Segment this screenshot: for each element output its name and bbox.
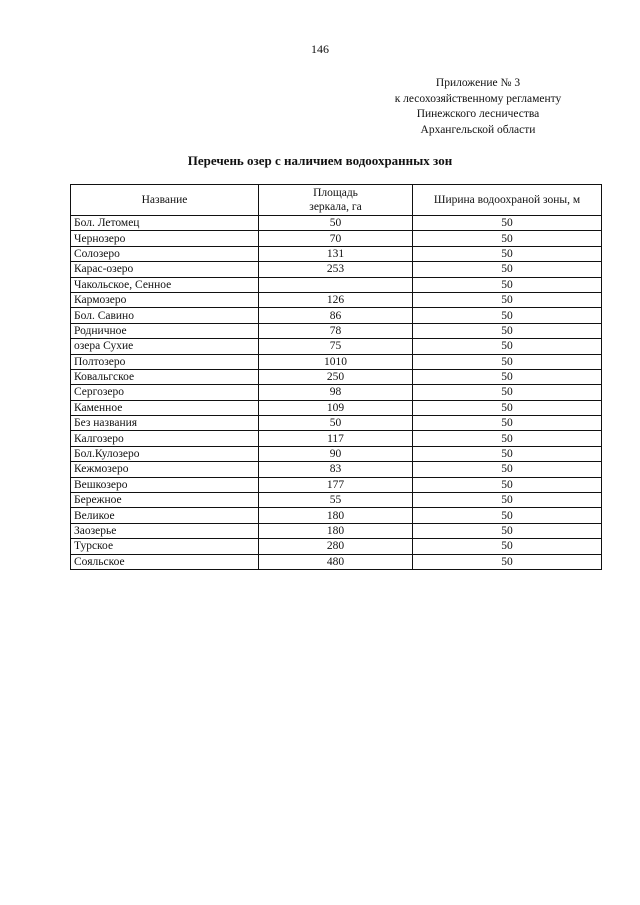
lake-width-cell: 50 — [413, 416, 602, 431]
lake-area-cell: 86 — [259, 308, 413, 323]
lake-width-cell: 50 — [413, 446, 602, 461]
lake-name-cell: Ковальгское — [71, 369, 259, 384]
lake-width-cell: 50 — [413, 431, 602, 446]
lake-name-cell: Полтозеро — [71, 354, 259, 369]
lake-width-cell: 50 — [413, 369, 602, 384]
lake-area-cell: 98 — [259, 385, 413, 400]
table-row — [71, 246, 602, 261]
header-width: Ширина водоохраной зоны, м — [413, 185, 602, 216]
lake-area-cell: 180 — [259, 523, 413, 538]
lake-name-cell: Вешкозеро — [71, 477, 259, 492]
lake-width-cell: 50 — [413, 400, 602, 415]
lake-width-cell: 50 — [413, 554, 602, 569]
lake-area-cell: 180 — [259, 508, 413, 523]
table-row — [71, 462, 602, 477]
lake-area-cell: 78 — [259, 323, 413, 338]
lake-name-cell: Турское — [71, 539, 259, 554]
table-row — [71, 416, 602, 431]
table-row — [71, 400, 602, 415]
table-row — [71, 508, 602, 523]
table-row — [71, 339, 602, 354]
lake-width-cell: 50 — [413, 277, 602, 292]
table-row — [71, 446, 602, 461]
table-row — [71, 277, 602, 292]
table-row — [71, 523, 602, 538]
header-name: Название — [71, 185, 259, 216]
lake-name-cell: Великое — [71, 508, 259, 523]
lake-area-cell: 1010 — [259, 354, 413, 369]
header-area-line: зеркала, га — [309, 201, 362, 213]
lake-width-cell: 50 — [413, 323, 602, 338]
lake-name-cell: Чернозеро — [71, 231, 259, 246]
lake-name-cell: Без названия — [71, 416, 259, 431]
table-row — [71, 554, 602, 569]
table-row — [71, 308, 602, 323]
lake-name-cell: Бол. Савино — [71, 308, 259, 323]
lake-area-cell: 90 — [259, 446, 413, 461]
page-number: 146 — [311, 42, 329, 56]
appendix-line: к лесохозяйственному регламенту — [394, 92, 562, 105]
lake-width-cell: 50 — [413, 493, 602, 508]
lake-area-cell: 280 — [259, 539, 413, 554]
lake-name-cell: Бол.Кулозеро — [71, 446, 259, 461]
lake-width-cell: 50 — [413, 216, 602, 231]
lake-area-cell: 126 — [259, 292, 413, 307]
lake-name-cell: Каменное — [71, 400, 259, 415]
lake-area-cell: 50 — [259, 416, 413, 431]
table-row — [71, 262, 602, 277]
lake-name-cell: Кармозеро — [71, 292, 259, 307]
lake-name-cell: Кежмозеро — [71, 462, 259, 477]
table-row — [71, 231, 602, 246]
lake-name-cell: Бережное — [71, 493, 259, 508]
lake-name-cell: Солозеро — [71, 246, 259, 261]
lake-area-cell: 83 — [259, 462, 413, 477]
lake-width-cell: 50 — [413, 246, 602, 261]
lake-width-cell: 50 — [413, 523, 602, 538]
lake-area-cell: 131 — [259, 246, 413, 261]
lake-name-cell: Родничное — [71, 323, 259, 338]
lake-area-cell: 177 — [259, 477, 413, 492]
lakes-table — [70, 184, 602, 570]
lake-width-cell: 50 — [413, 477, 602, 492]
document-title: Перечень озер с наличием водоохранных зон — [187, 153, 453, 168]
lake-width-cell: 50 — [413, 231, 602, 246]
table-row — [71, 354, 602, 369]
table-row — [71, 323, 602, 338]
table-row — [71, 216, 602, 231]
lake-area-cell: 70 — [259, 231, 413, 246]
table-row — [71, 431, 602, 446]
lake-width-cell: 50 — [413, 308, 602, 323]
lake-width-cell: 50 — [413, 385, 602, 400]
lake-width-cell: 50 — [413, 539, 602, 554]
lake-name-cell: Калгозеро — [71, 431, 259, 446]
lake-area-cell: 50 — [259, 216, 413, 231]
table-row — [71, 539, 602, 554]
lake-area-cell: 250 — [259, 369, 413, 384]
lake-area-cell: 109 — [259, 400, 413, 415]
table-row — [71, 292, 602, 307]
lake-area-cell: 55 — [259, 493, 413, 508]
lake-name-cell: Карас-озеро — [71, 262, 259, 277]
table-row — [71, 385, 602, 400]
lake-name-cell: Бол. Летомец — [71, 216, 259, 231]
lake-name-cell: Чакольское, Сенное — [71, 277, 259, 292]
header-area — [259, 185, 413, 216]
lake-width-cell: 50 — [413, 262, 602, 277]
table-row — [71, 493, 602, 508]
lake-name-cell: Сергозеро — [71, 385, 259, 400]
lake-width-cell: 50 — [413, 339, 602, 354]
appendix-header — [380, 76, 576, 138]
appendix-line: Пинежского лесничества — [416, 108, 540, 120]
lake-area-cell: 75 — [259, 339, 413, 354]
lake-name-cell: Заозерье — [71, 523, 259, 538]
table-body — [71, 216, 602, 570]
header-area-line: Площадь — [313, 187, 358, 199]
lake-area-cell — [259, 277, 413, 292]
lake-width-cell: 50 — [413, 508, 602, 523]
lake-area-cell: 480 — [259, 554, 413, 569]
lake-width-cell: 50 — [413, 354, 602, 369]
table-row — [71, 477, 602, 492]
appendix-line: Приложение № 3 — [435, 77, 521, 89]
lake-width-cell: 50 — [413, 462, 602, 477]
lake-width-cell: 50 — [413, 292, 602, 307]
lake-area-cell: 253 — [259, 262, 413, 277]
lake-name-cell: озера Сухие — [71, 339, 259, 354]
lake-name-cell: Сояльское — [71, 554, 259, 569]
table-row — [71, 369, 602, 384]
appendix-line: Архангельской области — [420, 123, 536, 136]
lake-area-cell: 117 — [259, 431, 413, 446]
table-header-row — [71, 185, 602, 216]
